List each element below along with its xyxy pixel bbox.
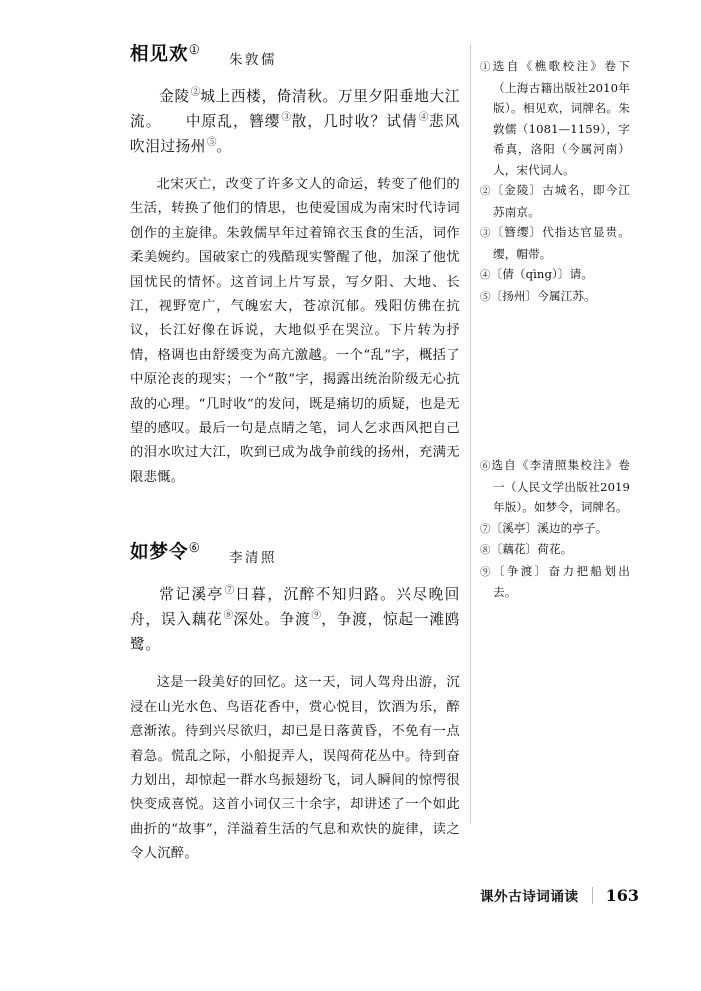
footnotes-group-second-poem — [480, 455, 630, 603]
footnote-text: 〔金陵〕古城名，即今江苏南京。 — [491, 183, 631, 219]
footnote-text: 〔藕花〕荷花。 — [490, 542, 573, 556]
footnote-number: ② — [480, 185, 492, 197]
footnote-text: 〔溪亭〕溪边的亭子。 — [490, 520, 608, 535]
verse-run: 。 — [216, 138, 232, 155]
poem-analysis-text: 北宋灭亡，改变了许多文人的命运，转变了他们的生活，转换了他们的情思，也使爱国成为南宋时代诗词创作的主旋律。朱敦儒早年过着锦衣玉食的生活，词作柔美婉约。国破家亡的残酷现实警醒了他，加深了他忧国忧民的情怀。这首词上片写景，写夕阳、大地、长江，视野宽广，气魄宏大，苍凉沉郁。残阳仿佛在抗议，长江好像在诉说，大地似乎在哭泣。下片转为抒情，格调也由舒缓变为高亢激越。一个“乱”字，概括了中原沦丧的现实；一个“散”字，揭露出统治阶级无心抗敌的心理。“几时收”的发问，既是痛切的质疑，也是无望的感叹。最后一句是点睛之笔，词人乞求西风把自己的泪水吹过大江，吹到已成为战争前线的扬州，充满无限悲慨。 — [130, 177, 460, 485]
divider-line — [470, 44, 471, 824]
column-divider — [470, 44, 471, 824]
poem-header — [130, 542, 460, 566]
footnote-number: ① — [480, 61, 493, 73]
footnote-item — [480, 56, 630, 180]
verse-run: 深处。争渡 — [233, 611, 311, 629]
footnote-number: ⑥ — [480, 460, 492, 472]
footnote-text: 选自《樵歌校注》卷下（上海古籍出版社2010年版）。相见欢，词牌名。朱敦儒（1081—1159），字希真，洛阳（今属河南）人，宋代词人。 — [492, 59, 630, 177]
poem-author: 朱敦儒 — [229, 52, 278, 68]
footnote-item — [480, 180, 630, 222]
footnote-number: ⑧ — [480, 544, 491, 556]
footnote-text: 选自《李清照集校注》卷一（人民文学出版社2019年版）。如梦令，词牌名。 — [491, 458, 631, 514]
footnote-item — [480, 286, 630, 308]
verse-run: 金陵 — [159, 88, 190, 105]
footnote-marker: ⑦ — [224, 585, 236, 597]
footnotes-group-first-poem — [480, 56, 630, 307]
poem-title-text: 相见欢 — [130, 44, 189, 65]
poem-author: 李清照 — [229, 550, 278, 567]
footnote-item — [480, 264, 630, 286]
poem-verse-text — [130, 84, 460, 159]
footnote-marker: ① — [189, 44, 200, 56]
footnote-number: ④ — [480, 269, 491, 281]
verse-run: 日暮，沉醉不知归路。兴尽晚回舟，误入藕花 — [130, 586, 460, 629]
footnote-item — [480, 455, 630, 518]
poem-title — [130, 44, 199, 66]
verse-run: 常记溪亭 — [159, 586, 224, 604]
footer-divider — [592, 887, 593, 904]
main-text-column — [130, 44, 460, 867]
footnote-number: ③ — [480, 227, 492, 239]
running-title: 课外古诗词诵读 — [479, 889, 579, 905]
footnote-number: ⑦ — [480, 522, 491, 535]
footnote-item — [480, 539, 630, 561]
page-footer — [480, 885, 639, 905]
footnote-marker: ⑥ — [189, 543, 200, 555]
footnote-text: 〔争渡〕奋力把船划出去。 — [492, 563, 630, 599]
footnote-marker: ⑨ — [311, 610, 322, 622]
poem-title-text: 如梦令 — [130, 542, 189, 564]
footnote-number: ⑤ — [480, 290, 491, 303]
footnote-text: 〔扬州〕今属江苏。 — [490, 288, 596, 303]
footnote-marker: ⑤ — [206, 137, 217, 149]
verse-run: 悲风吹泪过扬州 — [130, 113, 460, 155]
section-spacer — [130, 490, 460, 542]
verse-run: 散，几时收？试倩 — [291, 113, 418, 130]
footnote-text: 〔倩（qìng）〕请。 — [490, 267, 593, 281]
footnote-item — [480, 518, 630, 540]
footnote-marker: ④ — [418, 112, 429, 124]
footnote-text: 〔簪缨〕代指达官显贵。缨，帽带。 — [491, 225, 631, 261]
footnote-item — [480, 561, 630, 603]
footnote-number: ⑨ — [480, 565, 493, 578]
poem-analysis-text: 这是一段美好的回忆。这一天，词人驾舟出游，沉浸在山光水色、鸟语花香中，赏心悦目，饮酒为乐，醉意渐浓。待到兴尽欲归，却已是日落黄昏，不免有一点着急。慌乱之际，小船捉弄人，误闯荷花丛中。待到奋力划出，却惊起一群水鸟振翅纷飞，词人瞬间的惊愕很快变成喜悦。这首小词仅三十余字，却讲述了一个如此曲折的“故事”，洋溢着生活的气息和欢快的旋律，读之令人沉醉。 — [130, 675, 460, 862]
footnote-item — [480, 222, 630, 264]
verse-run: 城上西楼，倚清秋。万里夕阳垂地大江流。 中原乱，簪缨 — [130, 88, 460, 130]
footnote-marker: ③ — [281, 112, 292, 124]
poem-header — [130, 44, 460, 68]
footnote-marker: ② — [190, 87, 201, 99]
poem-block-rumengling — [130, 542, 460, 866]
footnote-marker: ⑧ — [223, 610, 234, 622]
poem-block-xiangjianhuan — [130, 44, 460, 490]
verse-run: ，争渡，惊起一滩鸥鹭。 — [130, 611, 460, 654]
page-number: 163 — [605, 885, 639, 905]
poem-verse-text — [130, 582, 460, 657]
poem-title — [130, 542, 199, 564]
